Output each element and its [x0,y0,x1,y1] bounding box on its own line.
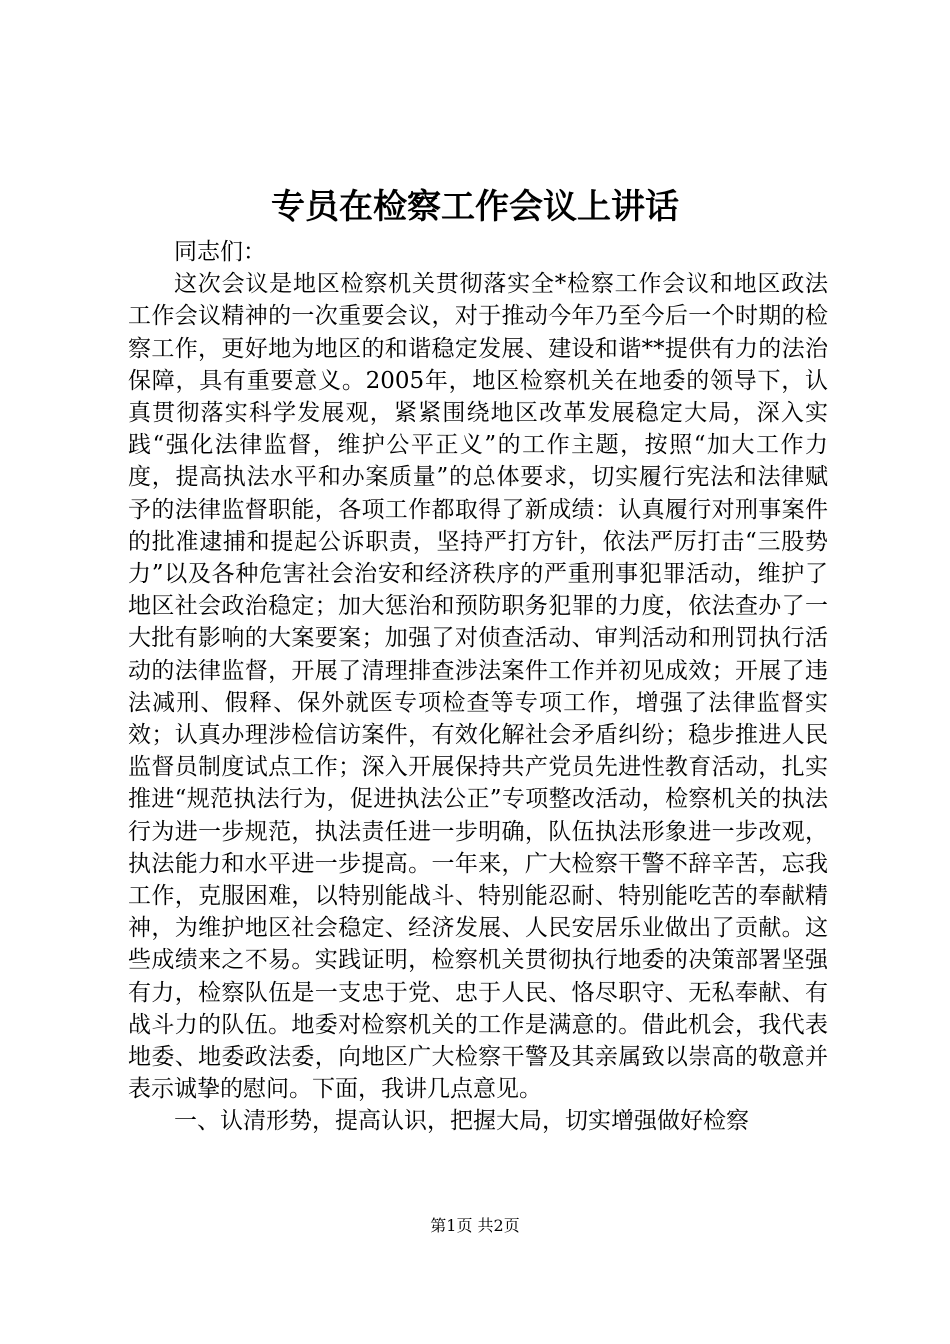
page-footer: 第1页 共2页 [430,1216,520,1235]
document-body [128,236,828,1138]
document-title: 专员在检察工作会议上讲话 [271,187,679,227]
salutation: 同志们： [174,239,266,265]
paragraph-section-heading: 一、认清形势，提高认识，把握大局，切实增强做好检察 [174,1108,749,1135]
paragraph-intro: 这次会议是地区检察机关贯彻落实全*检察工作会议和地区政法工作会议精神的一次重要会议，对于推动今年乃至今后一个时期的检察工作，更好地为地区的和谐稳定发展、建设和谐**提供有力的法治保障，具有重要意义。2005年，地区检察机关在地委的领导下，认真贯彻落实科学发展观，紧紧围绕地区改革发展稳定大局，深入实践“强化法律监督，维护公平正义”的工作主题，按照“加大工作力度，提高执法水平和办案质量”的总体要求，切实履行宪法和法律赋予的法律监督职能，各项工作都取得了新成绩：认真履行对刑事案件的批准逮捕和提起公诉职责，坚持严打方针，依法严厉打击“三股势力”以及各种危害社会治安和经济秩序的严重刑事犯罪活动，维护了地区社会政治稳定；加大惩治和预防职务犯罪的力度，依法查办了一大批有影响的大案要案；加强了对侦查活动、审判活动和刑罚执行活动的法律监督，开展了清理排查涉法案件工作并初见成效；开展了违法减刑、假释、保外就医专项检查等专项工作，增强了法律监督实效；认真办理涉检信访案件，有效化解社会矛盾纠纷；稳步推进人民监督员制度试点工作；深入开展保持共产党员先进性教育活动，扎实推进“规范执法行为，促进执法公正”专项整改活动，检察机关的执法行为进一步规范，执法责任进一步明确，队伍执法形象进一步改观，执法能力和水平进一步提高。一年来，广大检察干警不辞辛苦，忘我工作，克服困难，以特别能战斗、特别能忍耐、特别能吃苦的奉献精神，为维护地区社会稳定、经济发展、人民安居乐业做出了贡献。这些成绩来之不易。实践证明，检察机关贯彻执行地委的决策部署坚强有力，检察队伍是一支忠于党、忠于人民、恪尽职守、无私奉献、有战斗力的队伍。地委对检察机关的工作是满意的。借此机会，我代表地委、地委政法委，向地区广大检察干警及其亲属致以崇高的敬意并表示诚挚的慰问。下面，我讲几点意见。 [128,271,828,1103]
